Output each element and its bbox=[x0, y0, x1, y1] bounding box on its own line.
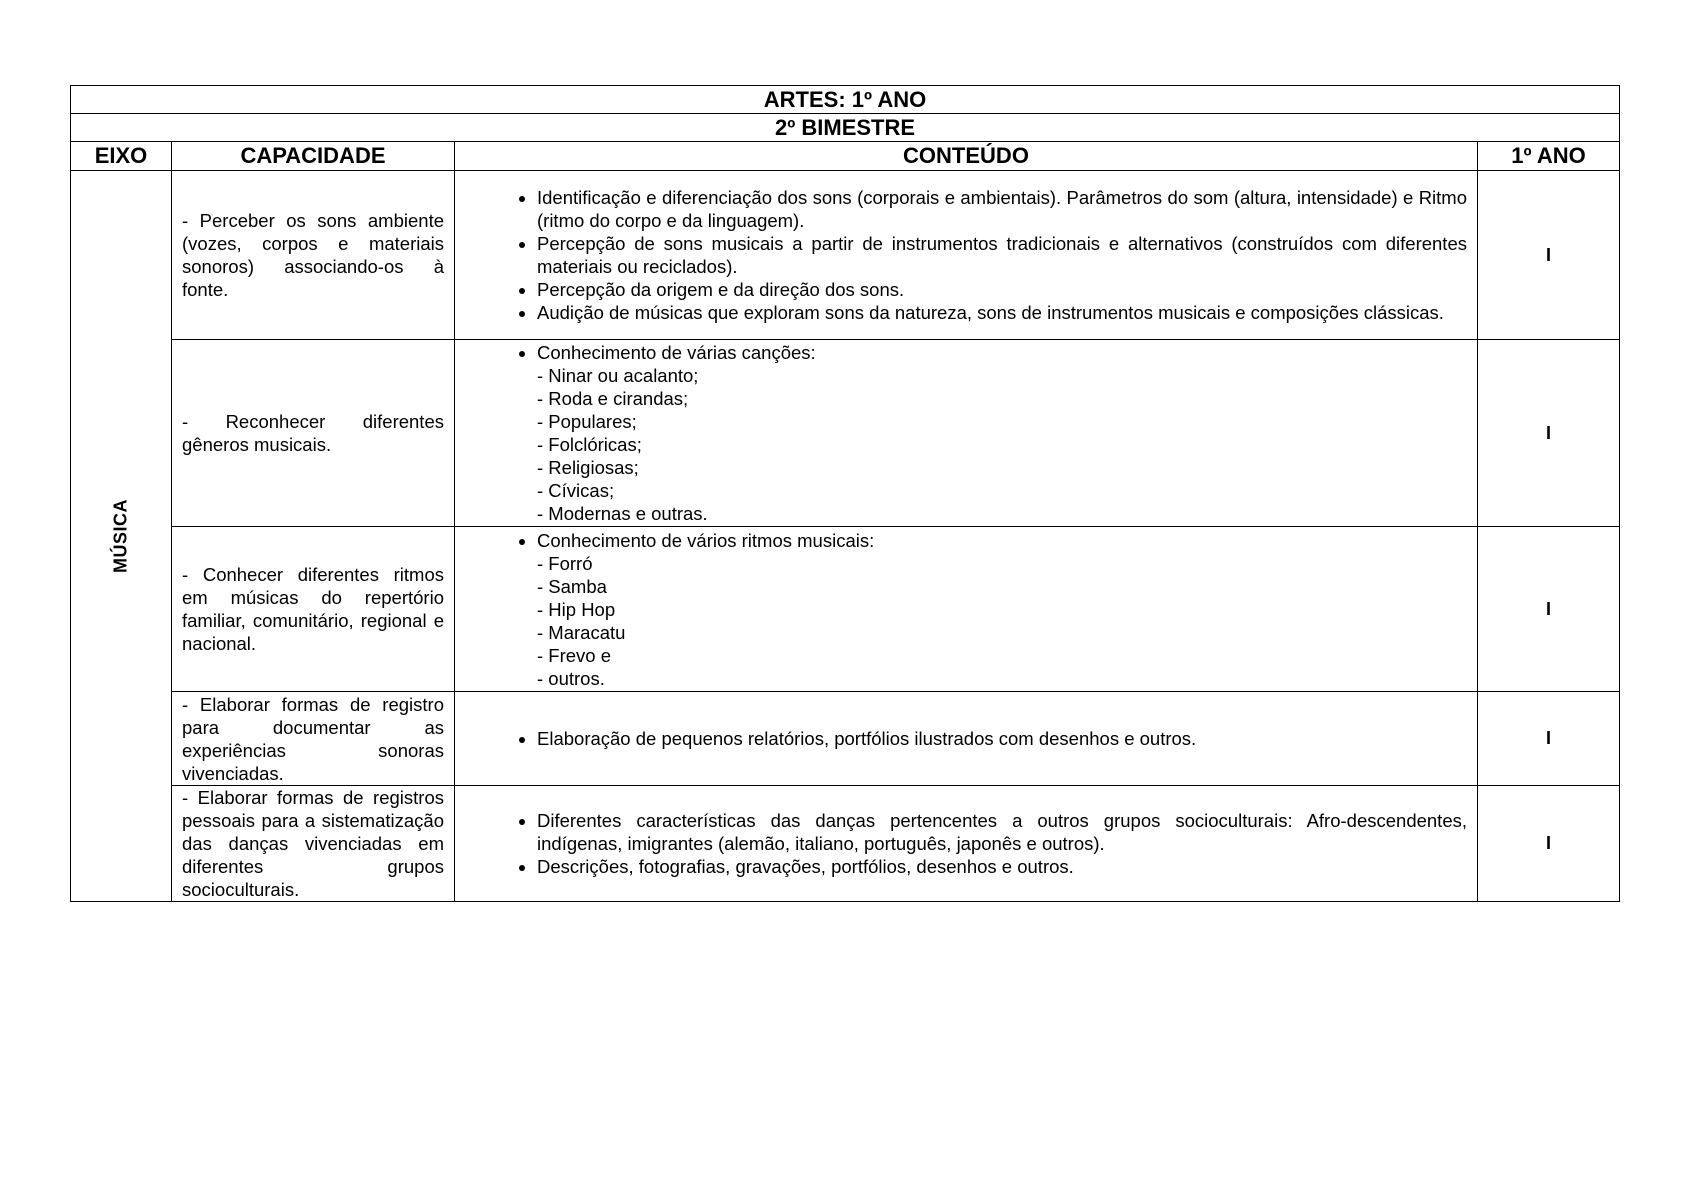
conteudo-cell bbox=[455, 171, 1478, 340]
table-row bbox=[71, 692, 1620, 786]
table-row bbox=[71, 527, 1620, 692]
header-conteudo: CONTEÚDO bbox=[455, 142, 1478, 171]
conteudo-item bbox=[537, 529, 1467, 690]
conteudo-intro: Conhecimento de várias canções: bbox=[537, 342, 816, 363]
table-row bbox=[71, 340, 1620, 527]
conteudo-cell bbox=[455, 692, 1478, 786]
ano-cell: I bbox=[1478, 692, 1620, 786]
conteudo-item bbox=[537, 341, 1467, 525]
conteudo-subitem: - Religiosas; bbox=[537, 457, 639, 478]
conteudo-item: • Identificação e diferenciação dos sons (corporais e ambientais). Parâmetros do som (altura, intensidade) e Ritmo (ritmo do corpo e da linguagem). bbox=[537, 186, 1467, 232]
table-row bbox=[71, 786, 1620, 902]
conteudo-subitem: - Roda e cirandas; bbox=[537, 388, 689, 409]
table-subtitle: 2º BIMESTRE bbox=[71, 114, 1620, 142]
capacidade-cell: - Elaborar formas de registro para documentar as experiências sonoras vivenciadas. bbox=[172, 692, 455, 786]
conteudo-subitem: - Folclóricas; bbox=[537, 434, 642, 455]
conteudo-subitem: - Ninar ou acalanto; bbox=[537, 365, 699, 386]
conteudo-subitem: - Populares; bbox=[537, 411, 637, 432]
conteudo-subitem: - Frevo e bbox=[537, 644, 612, 666]
capacidade-cell: - Reconhecer diferentes gêneros musicais. bbox=[172, 340, 455, 527]
conteudo-subitem: - Modernas e outras. bbox=[537, 503, 708, 524]
conteudo-item: • Percepção de sons musicais a partir de instrumentos tradicionais e alternativos (construídos com diferentes materiais ou reciclados). bbox=[537, 232, 1467, 278]
header-ano: 1º ANO bbox=[1478, 142, 1620, 171]
conteudo-item: • Diferentes características das danças pertencentes a outros grupos socioculturais: Afro-descendentes, indígenas, imigrantes (alemão, italiano, português, japonês e outros). bbox=[537, 809, 1467, 855]
conteudo-item: • Percepção da origem e da direção dos sons. bbox=[537, 278, 1467, 301]
capacidade-cell: - Perceber os sons ambiente (vozes, corpos e materiais sonoros) associando-os à fonte. bbox=[172, 171, 455, 340]
conteudo-item: • Descrições, fotografias, gravações, portfólios, desenhos e outros. bbox=[537, 855, 1467, 878]
conteudo-subitem: - outros. bbox=[537, 667, 605, 689]
conteudo-item: • Audição de músicas que exploram sons da natureza, sons de instrumentos musicais e composições clássicas. bbox=[537, 301, 1467, 324]
conteudo-item: • Elaboração de pequenos relatórios, portfólios ilustrados com desenhos e outros. bbox=[537, 727, 1467, 750]
eixo-cell bbox=[71, 171, 172, 902]
header-capacidade: CAPACIDADE bbox=[172, 142, 455, 171]
conteudo-cell bbox=[455, 340, 1478, 527]
conteudo-cell bbox=[455, 786, 1478, 902]
ano-cell: I bbox=[1478, 527, 1620, 692]
capacidade-cell: - Elaborar formas de registros pessoais para a sistematização das danças vivenciadas em diferentes grupos socioculturais. bbox=[172, 786, 455, 902]
conteudo-intro: Conhecimento de vários ritmos musicais: bbox=[537, 529, 875, 551]
table-row bbox=[71, 171, 1620, 340]
capacidade-cell: - Conhecer diferentes ritmos em músicas do repertório familiar, comunitário, regional e nacional. bbox=[172, 527, 455, 692]
eixo-label: MÚSICA bbox=[110, 499, 131, 573]
conteudo-subitem: - Cívicas; bbox=[537, 480, 615, 501]
curriculum-table bbox=[70, 85, 1620, 902]
conteudo-subitem: - Forró bbox=[537, 552, 593, 574]
header-eixo: EIXO bbox=[71, 142, 172, 171]
conteudo-subitem: - Samba bbox=[537, 575, 607, 597]
ano-cell: I bbox=[1478, 340, 1620, 527]
ano-cell: I bbox=[1478, 171, 1620, 340]
conteudo-cell bbox=[455, 527, 1478, 692]
table-title: ARTES: 1º ANO bbox=[71, 86, 1620, 114]
conteudo-subitem: - Maracatu bbox=[537, 621, 626, 643]
conteudo-subitem: - Hip Hop bbox=[537, 598, 616, 620]
ano-cell: I bbox=[1478, 786, 1620, 902]
